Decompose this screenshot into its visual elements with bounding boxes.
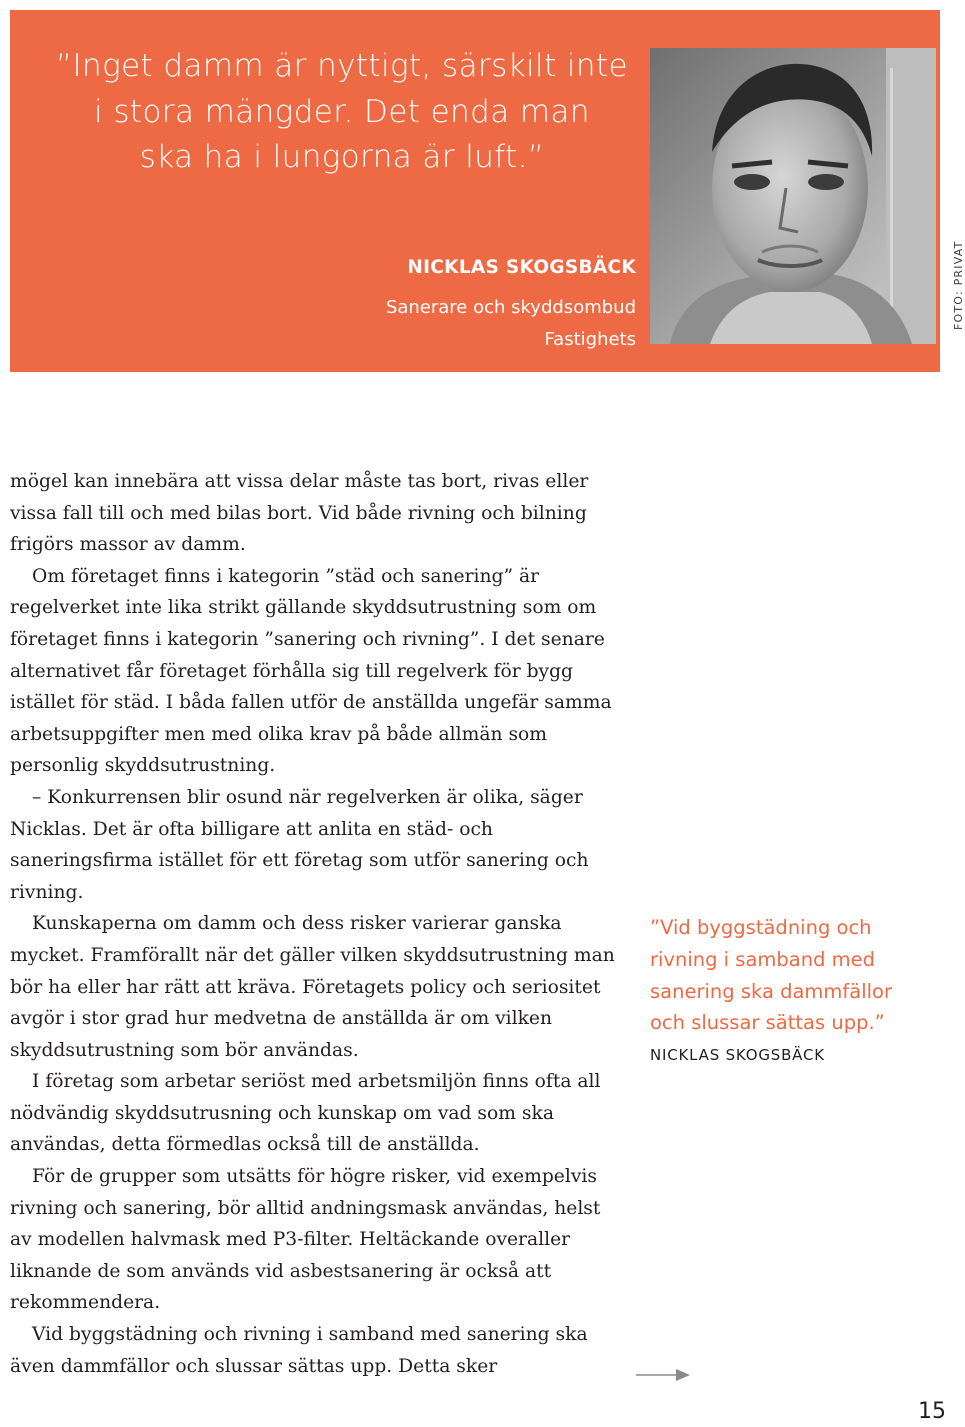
paragraph: mögel kan innebära att vissa delar måste tas bort, rivas eller vissa fall till och med bilas bort. Vid både rivning och bilning frigörs massor av damm. <box>10 471 589 556</box>
banner-quote: ”Inget damm är nyttigt, särskilt inte i stora mängder. Det enda man ska ha i lungorna är luft.” <box>56 48 628 175</box>
paragraph: Vid byggstädning och rivning i samband med sanering ska även dammfällor och slussar sättas upp. Detta sker <box>10 1324 588 1377</box>
portrait-photo <box>650 48 936 344</box>
portrait-illustration <box>650 48 936 344</box>
paragraph: Om företaget finns i kategorin ”städ och sanering” är regelverket inte lika strikt gällande skyddsutrustning som om företaget finns i kategorin ”sanering och rivning”. I det senare alternativet får företaget förhålla sig till regelverk för bygg istället för städ. I båda fallen utför de anställda ungefär samma arbetsuppgifter men med olika krav på både allmän som personlig skyddsutrustning. <box>10 565 612 777</box>
pull-quote-attribution: NICKLAS SKOGSBÄCK <box>650 1046 825 1064</box>
quote-author-name: NICKLAS SKOGSBÄCK <box>407 257 636 278</box>
article-body <box>10 466 620 1382</box>
page-number: 15 <box>918 1399 946 1424</box>
paragraph: För de grupper som utsätts för högre risker, vid exempelvis rivning och sanering, bör alltid andningsmask användas, helst av modellen halvmask med P3-filter. Heltäckande overaller liknande de som används vid asbestsanering är också att rekommendera. <box>10 1166 601 1314</box>
arrow-right-icon <box>636 1367 692 1387</box>
quote-author-org: Fastighets <box>544 329 636 350</box>
photo-credit: FOTO: PRIVAT <box>952 240 965 330</box>
paragraph: I företag som arbetar seriöst med arbetsmiljön finns ofta all nödvändig skyddsutrusning och kunskap om vad som ska användas, detta förmedlas också till de anställda. <box>10 1071 601 1156</box>
paragraph: – Konkurrensen blir osund när regelverken är olika, säger Nicklas. Det är ofta billigare att anlita en städ- och saneringsfirma istället för ett företag som utför sanering och rivning. <box>10 786 589 903</box>
quote-author-role: Sanerare och skyddsombud <box>385 297 636 318</box>
pull-quote: ”Vid byggstädning och rivning i samband med sanering ska dammfällor och slussar sättas upp.” <box>650 916 893 1035</box>
quote-banner <box>10 10 940 372</box>
paragraph: Kunskaperna om damm och dess risker varierar ganska mycket. Framförallt när det gäller vilken skyddsutrustning man bör ha eller har rätt att kräva. Företagets policy och seriositet avgör i stor grad hur medvetna de anställda är om vilken skyddsutrustning som bör användas. <box>10 913 615 1061</box>
